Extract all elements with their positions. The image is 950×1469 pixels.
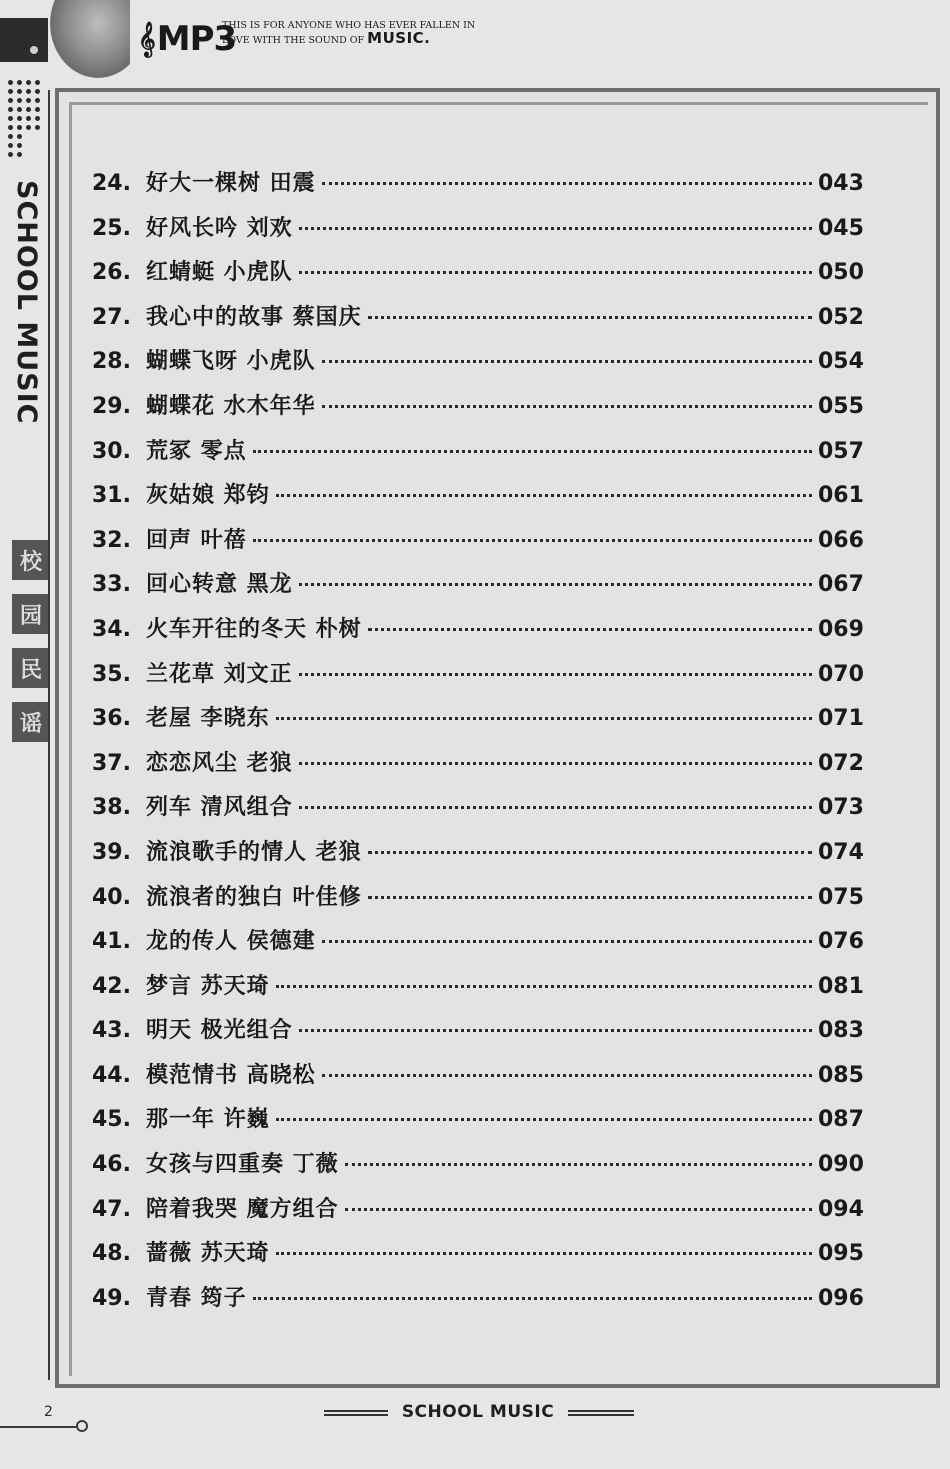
toc-entry-number: 33. — [92, 572, 131, 598]
toc-entry[interactable] — [92, 166, 864, 211]
toc-entry[interactable] — [92, 1013, 864, 1058]
toc-entry-number: 31. — [92, 483, 131, 509]
toc-entry[interactable] — [92, 790, 864, 835]
toc-entry[interactable] — [92, 255, 864, 300]
decorative-dot — [35, 107, 40, 112]
toc-dot-leader — [322, 1074, 812, 1077]
sidebar-tag: 谣 — [12, 702, 50, 742]
toc-entry-page: 087 — [818, 1107, 864, 1133]
toc-dot-leader — [253, 539, 812, 542]
toc-entry-title: 那一年 许巍 — [146, 1107, 270, 1133]
header-dot — [30, 46, 38, 54]
toc-entry-number: 38. — [92, 795, 131, 821]
toc-entry[interactable] — [92, 523, 864, 568]
decorative-dot-grid — [8, 80, 44, 160]
decorative-dot — [8, 80, 13, 85]
toc-entry-number: 39. — [92, 839, 131, 865]
toc-entry-title: 恋恋风尘 老狼 — [146, 750, 293, 776]
toc-entry-number: 36. — [92, 706, 131, 732]
tagline-line2-wrap — [222, 29, 482, 47]
toc-dot-leader — [322, 182, 812, 185]
toc-entry-page: 072 — [818, 750, 864, 776]
toc-entry[interactable] — [92, 1236, 864, 1281]
toc-entry-title: 龙的传人 侯德建 — [146, 929, 316, 955]
toc-entry-title: 梦言 苏天琦 — [146, 973, 270, 999]
decorative-dot — [17, 89, 22, 94]
toc-entry-title: 好大一棵树 田震 — [146, 171, 316, 196]
decorative-dot — [8, 143, 13, 148]
toc-entry-number: 42. — [92, 973, 131, 999]
toc-entry-number: 47. — [92, 1196, 131, 1222]
toc-dot-leader — [345, 1208, 812, 1211]
toc-entry-number: 32. — [92, 527, 131, 553]
toc-entry[interactable] — [92, 880, 864, 925]
toc-entry-title: 荒冢 零点 — [146, 438, 247, 464]
toc-entry-page: 045 — [818, 215, 864, 241]
toc-entry-title: 蝴蝶花 水木年华 — [146, 393, 316, 419]
decorative-dot — [35, 98, 40, 103]
decorative-dot — [17, 143, 22, 148]
toc-dot-leader — [276, 1252, 812, 1255]
header-tagline — [222, 20, 482, 47]
toc-entry-number: 27. — [92, 304, 131, 330]
sidebar-tag: 校 — [12, 540, 50, 580]
toc-entry-title: 蔷薇 苏天琦 — [146, 1241, 270, 1267]
decorative-dot — [17, 134, 22, 139]
toc-entry-title: 火车开往的冬天 朴树 — [146, 616, 362, 642]
toc-entry-page: 050 — [818, 260, 864, 286]
decorative-dot — [8, 98, 13, 103]
toc-entry-number: 43. — [92, 1018, 131, 1044]
decorative-dot — [26, 80, 31, 85]
toc-entry-title: 蝴蝶飞呀 小虎队 — [146, 349, 316, 375]
toc-entry-title: 明天 极光组合 — [146, 1018, 293, 1044]
toc-entry-page: 070 — [818, 661, 864, 687]
toc-entry[interactable] — [92, 567, 864, 612]
toc-entry-title: 红蜻蜓 小虎队 — [146, 260, 293, 286]
toc-entry-number: 49. — [92, 1285, 131, 1311]
decorative-dot — [17, 116, 22, 121]
toc-entry-number: 40. — [92, 884, 131, 910]
decorative-dot — [35, 116, 40, 121]
decorative-dot — [8, 116, 13, 121]
toc-entry[interactable] — [92, 1058, 864, 1103]
toc-entry-number: 24. — [92, 171, 131, 196]
decorative-dot — [17, 80, 22, 85]
toc-dot-leader — [299, 583, 812, 586]
toc-entry[interactable] — [92, 478, 864, 523]
toc-dot-leader — [299, 762, 812, 765]
toc-entry-page: 073 — [818, 795, 864, 821]
toc-entry[interactable] — [92, 1147, 864, 1192]
decorative-dot — [8, 125, 13, 130]
header-corner-block — [0, 18, 48, 62]
toc-entry-page: 054 — [818, 349, 864, 375]
toc-entry[interactable] — [92, 434, 864, 479]
toc-dot-leader — [299, 1029, 812, 1032]
decorative-dot — [17, 152, 22, 157]
toc-entry[interactable] — [92, 389, 864, 434]
tagline-line1: THIS IS FOR ANYONE WHO HAS EVER FALLEN IN — [222, 20, 476, 31]
sidebar-divider — [48, 90, 50, 1380]
toc-entry-number: 28. — [92, 349, 131, 375]
decorative-dot — [26, 89, 31, 94]
toc-entry-page: 067 — [818, 572, 864, 598]
toc-entry-page: 061 — [818, 483, 864, 509]
toc-entry[interactable] — [92, 969, 864, 1014]
toc-entry-page: 057 — [818, 438, 864, 464]
toc-dot-leader — [299, 271, 812, 274]
toc-dot-leader — [299, 227, 812, 230]
toc-entry-page: 096 — [818, 1285, 864, 1311]
toc-entry[interactable] — [92, 1281, 864, 1326]
toc-dot-leader — [368, 896, 812, 899]
toc-entry-number: 34. — [92, 616, 131, 642]
toc-entry-number: 48. — [92, 1241, 131, 1267]
toc-entry-page: 095 — [818, 1241, 864, 1267]
sidebar-title: SCHOOL MUSIC — [11, 180, 42, 425]
decorative-dot — [8, 152, 13, 157]
tagline-music: MUSIC. — [367, 29, 431, 47]
toc-entry-number: 41. — [92, 929, 131, 955]
decorative-dot — [26, 125, 31, 130]
footer-left-rule — [0, 1426, 76, 1428]
toc-entry-title: 青春 筠子 — [146, 1285, 247, 1311]
table-of-contents — [92, 166, 864, 1325]
decorative-dot — [17, 125, 22, 130]
toc-entry-page: 085 — [818, 1062, 864, 1088]
decorative-dot — [17, 107, 22, 112]
toc-entry-title: 模范情书 高晓松 — [146, 1062, 316, 1088]
toc-entry-number: 26. — [92, 260, 131, 286]
toc-dot-leader — [276, 717, 812, 720]
toc-dot-leader — [322, 940, 812, 943]
decorative-dot — [17, 98, 22, 103]
toc-entry-page: 069 — [818, 616, 864, 642]
toc-entry[interactable] — [92, 211, 864, 256]
toc-entry-page: 090 — [818, 1152, 864, 1178]
toc-entry-page: 071 — [818, 706, 864, 732]
toc-entry-number: 46. — [92, 1152, 131, 1178]
decorative-dot — [35, 125, 40, 130]
toc-entry-number: 37. — [92, 750, 131, 776]
toc-dot-leader — [276, 494, 812, 497]
toc-entry-number: 30. — [92, 438, 131, 464]
toc-entry[interactable] — [92, 1192, 864, 1237]
toc-entry-title: 我心中的故事 蔡国庆 — [146, 304, 362, 330]
toc-entry-page: 055 — [818, 393, 864, 419]
toc-dot-leader — [276, 985, 812, 988]
toc-entry-number: 29. — [92, 393, 131, 419]
toc-dot-leader — [322, 405, 812, 408]
decorative-dot — [35, 89, 40, 94]
decorative-dot — [35, 80, 40, 85]
toc-entry-title: 流浪者的独白 叶佳修 — [146, 884, 362, 910]
toc-entry-number: 35. — [92, 661, 131, 687]
toc-entry-title: 老屋 李晓东 — [146, 706, 270, 732]
toc-entry-title: 灰姑娘 郑钧 — [146, 483, 270, 509]
decorative-dot — [8, 134, 13, 139]
toc-entry-title: 回心转意 黑龙 — [146, 572, 293, 598]
toc-entry-title: 女孩与四重奏 丁薇 — [146, 1152, 339, 1178]
decorative-dot — [26, 98, 31, 103]
decorative-dot — [26, 107, 31, 112]
toc-entry-page: 052 — [818, 304, 864, 330]
toc-entry[interactable] — [92, 924, 864, 969]
toc-dot-leader — [368, 628, 812, 631]
decorative-dot — [8, 107, 13, 112]
tagline-line2: LOVE WITH THE SOUND OF — [222, 35, 365, 46]
toc-entry-title: 流浪歌手的情人 老狼 — [146, 839, 362, 865]
toc-dot-leader — [368, 851, 812, 854]
toc-dot-leader — [345, 1163, 812, 1166]
toc-entry[interactable] — [92, 300, 864, 345]
toc-entry-title: 好风长吟 刘欢 — [146, 215, 293, 241]
header-portrait-image — [50, 0, 130, 78]
toc-entry-page: 074 — [818, 839, 864, 865]
toc-dot-leader — [322, 360, 812, 363]
toc-entry-page: 043 — [818, 171, 864, 196]
toc-entry[interactable] — [92, 344, 864, 389]
decorative-dot — [8, 89, 13, 94]
toc-entry[interactable] — [92, 701, 864, 746]
toc-entry-page: 083 — [818, 1018, 864, 1044]
toc-entry-page: 066 — [818, 527, 864, 553]
sidebar-tag: 园 — [12, 594, 50, 634]
sidebar-tag: 民 — [12, 648, 50, 688]
toc-entry-number: 25. — [92, 215, 131, 241]
toc-entry-page: 075 — [818, 884, 864, 910]
page-number: 2 — [44, 1404, 53, 1420]
toc-dot-leader — [276, 1118, 812, 1121]
toc-entry-page: 081 — [818, 973, 864, 999]
toc-dot-leader — [299, 806, 812, 809]
toc-entry[interactable] — [92, 1102, 864, 1147]
toc-dot-leader — [253, 450, 812, 453]
toc-entry-page: 076 — [818, 929, 864, 955]
toc-entry-number: 45. — [92, 1107, 131, 1133]
decorative-dot — [26, 116, 31, 121]
toc-entry-title: 兰花草 刘文正 — [146, 661, 293, 687]
toc-entry[interactable] — [92, 746, 864, 791]
toc-entry-page: 094 — [818, 1196, 864, 1222]
toc-entry-title: 陪着我哭 魔方组合 — [146, 1196, 339, 1222]
toc-entry[interactable] — [92, 612, 864, 657]
toc-entry[interactable] — [92, 657, 864, 702]
footer-circle-icon — [76, 1420, 88, 1432]
toc-dot-leader — [368, 316, 812, 319]
toc-dot-leader — [253, 1297, 812, 1300]
mp3-logo-text: MP3 — [156, 19, 237, 59]
music-note-icon: 𝄞 — [138, 21, 155, 57]
toc-dot-leader — [299, 673, 812, 676]
toc-entry-title: 回声 叶蓓 — [146, 527, 247, 553]
toc-entry-title: 列车 清风组合 — [146, 795, 293, 821]
toc-entry[interactable] — [92, 835, 864, 880]
footer-brand: SCHOOL MUSIC — [401, 1402, 555, 1422]
toc-entry-number: 44. — [92, 1062, 131, 1088]
